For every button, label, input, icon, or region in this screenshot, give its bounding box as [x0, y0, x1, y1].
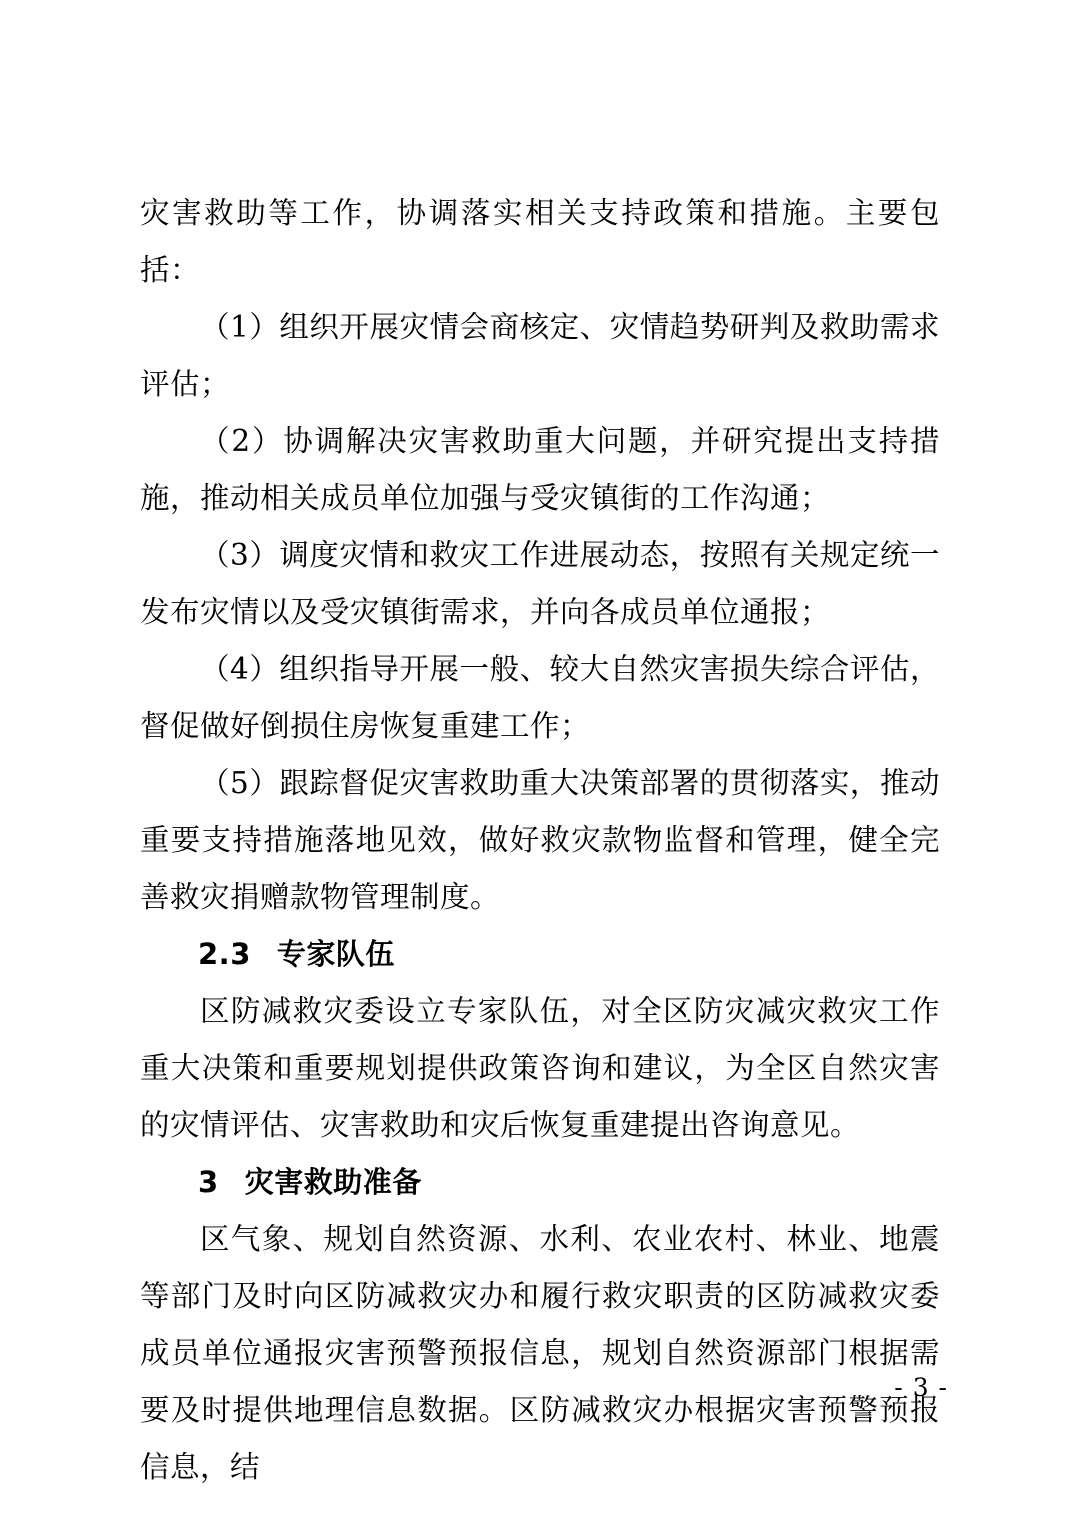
paragraph-item-5: （5）跟踪督促灾害救助重大决策部署的贯彻落实，推动重要支持措施落地见效，做好救灾款物监督和管理，健全完善救灾捐赠款物管理制度。: [140, 766, 940, 914]
section-heading-3: [140, 1154, 940, 1211]
section-heading-2-3: [140, 926, 940, 983]
paragraph-item-1: （1）组织开展灾情会商核定、灾情趋势研判及救助需求评估；: [140, 310, 940, 401]
section-title-3: 灾害救助准备: [244, 1165, 422, 1199]
section-number-2-3: 2.3: [198, 937, 251, 971]
paragraph-intro: 灾害救助等工作，协调落实相关支持政策和措施。主要包括：: [140, 196, 940, 287]
paragraph-item-4: （4）组织指导开展一般、较大自然灾害损失综合评估，督促做好倒损住房恢复重建工作；: [140, 652, 940, 743]
paragraph-item-3: （3）调度灾情和救灾工作进展动态，按照有关规定统一发布灾情以及受灾镇街需求，并向各成员单位通报；: [140, 538, 940, 629]
document-body: [140, 185, 940, 1496]
paragraph-expert-team: 区防减救灾委设立专家队伍，对全区防灾减灾救灾工作重大决策和重要规划提供政策咨询和建议，为全区自然灾害的灾情评估、灾害救助和灾后恢复重建提出咨询意见。: [140, 994, 940, 1142]
section-number-3: 3: [198, 1165, 219, 1199]
paragraph-relief-preparation: 区气象、规划自然资源、水利、农业农村、林业、地震等部门及时向区防减救灾办和履行救灾职责的区防减救灾委成员单位通报灾害预警预报信息，规划自然资源部门根据需要及时提供地理信息数据。区防减救灾办根据灾害预警预报信息，结: [140, 1222, 940, 1484]
paragraph-item-2: （2）协调解决灾害救助重大问题，并研究提出支持措施，推动相关成员单位加强与受灾镇街的工作沟通；: [140, 424, 940, 515]
section-title-2-3: 专家队伍: [276, 937, 395, 971]
page-number: - 3 -: [894, 1373, 948, 1402]
